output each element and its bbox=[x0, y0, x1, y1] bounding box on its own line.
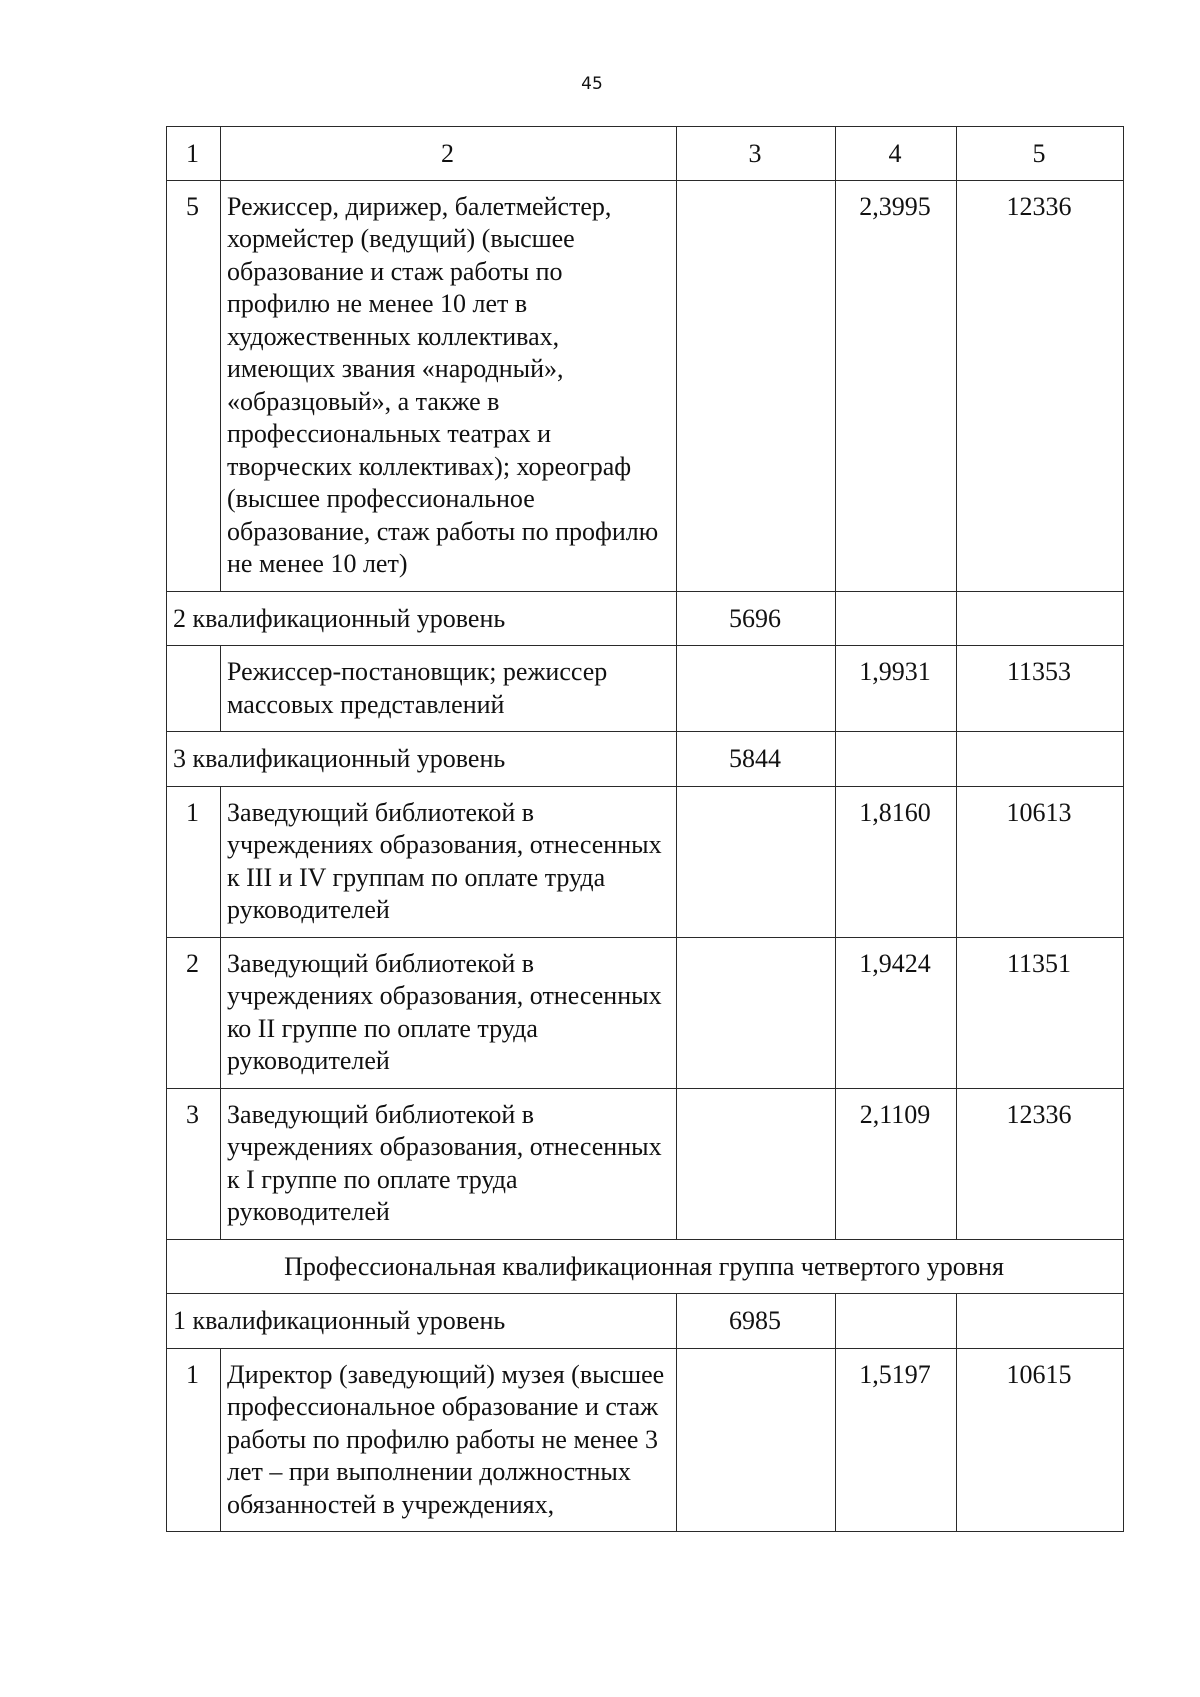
base-salary-cell: 5844 bbox=[677, 732, 836, 787]
qualification-level-label: 2 квалификационный уровень bbox=[167, 591, 677, 646]
row-number: 3 bbox=[167, 1088, 221, 1239]
position-description: Режиссер, дирижер, балетмейстер, хормейстер (ведущий) (высшее образование и стаж работы по профилю не менее 10 лет в художественных коллективах, имеющих звания «народный», «образцовый», а также в профессиональных театрах и творческих коллективах); хореограф (высшее профессиональное образование, стаж работы по профилю не менее 10 лет) bbox=[221, 180, 677, 591]
salary-cell: 11351 bbox=[957, 937, 1124, 1088]
coefficient-cell bbox=[836, 732, 957, 787]
header-cell-4: 4 bbox=[836, 127, 957, 181]
base-salary-cell bbox=[677, 646, 836, 732]
base-salary-cell bbox=[677, 937, 836, 1088]
base-salary-cell bbox=[677, 1348, 836, 1532]
position-description: Заведующий библиотекой в учреждениях образования, отнесенных к III и IV группам по оплате труда руководителей bbox=[221, 786, 677, 937]
table-row bbox=[167, 786, 1124, 937]
salary-table bbox=[166, 126, 1124, 1532]
coefficient-cell: 1,9931 bbox=[836, 646, 957, 732]
qualification-level-row bbox=[167, 732, 1124, 787]
position-description: Заведующий библиотекой в учреждениях образования, отнесенных ко II группе по оплате труда руководителей bbox=[221, 937, 677, 1088]
qualification-level-label: 1 квалификационный уровень bbox=[167, 1294, 677, 1349]
coefficient-cell: 1,5197 bbox=[836, 1348, 957, 1532]
coefficient-cell: 2,1109 bbox=[836, 1088, 957, 1239]
coefficient-cell: 1,9424 bbox=[836, 937, 957, 1088]
base-salary-cell bbox=[677, 786, 836, 937]
salary-cell: 12336 bbox=[957, 180, 1124, 591]
position-description: Заведующий библиотекой в учреждениях образования, отнесенных к I группе по оплате труда руководителей bbox=[221, 1088, 677, 1239]
row-number: 1 bbox=[167, 786, 221, 937]
salary-cell bbox=[957, 1294, 1124, 1349]
base-salary-cell bbox=[677, 1088, 836, 1239]
header-cell-3: 3 bbox=[677, 127, 836, 181]
qualification-level-label: 3 квалификационный уровень bbox=[167, 732, 677, 787]
table-row bbox=[167, 937, 1124, 1088]
salary-cell: 12336 bbox=[957, 1088, 1124, 1239]
table-row bbox=[167, 1088, 1124, 1239]
table-row bbox=[167, 180, 1124, 591]
table-header-row bbox=[167, 127, 1124, 181]
group-title: Профессиональная квалификационная группа четвертого уровня bbox=[167, 1239, 1124, 1294]
salary-cell: 10613 bbox=[957, 786, 1124, 937]
coefficient-cell: 2,3995 bbox=[836, 180, 957, 591]
header-cell-1: 1 bbox=[167, 127, 221, 181]
header-cell-2: 2 bbox=[221, 127, 677, 181]
header-cell-5: 5 bbox=[957, 127, 1124, 181]
base-salary-cell: 5696 bbox=[677, 591, 836, 646]
qualification-level-row bbox=[167, 1294, 1124, 1349]
base-salary-cell bbox=[677, 180, 836, 591]
row-number bbox=[167, 646, 221, 732]
coefficient-cell bbox=[836, 1294, 957, 1349]
row-number: 1 bbox=[167, 1348, 221, 1532]
position-description: Режиссер-постановщик; режиссер массовых представлений bbox=[221, 646, 677, 732]
salary-cell bbox=[957, 732, 1124, 787]
table-row bbox=[167, 1348, 1124, 1532]
row-number: 2 bbox=[167, 937, 221, 1088]
coefficient-cell: 1,8160 bbox=[836, 786, 957, 937]
coefficient-cell bbox=[836, 591, 957, 646]
salary-cell bbox=[957, 591, 1124, 646]
group-title-row bbox=[167, 1239, 1124, 1294]
position-description: Директор (заведующий) музея (высшее профессиональное образование и стаж работы по профилю работы не менее 3 лет – при выполнении должностных обязанностей в учреждениях, bbox=[221, 1348, 677, 1532]
salary-cell: 10615 bbox=[957, 1348, 1124, 1532]
table-row bbox=[167, 646, 1124, 732]
base-salary-cell: 6985 bbox=[677, 1294, 836, 1349]
page-number: 45 bbox=[581, 74, 603, 94]
qualification-level-row bbox=[167, 591, 1124, 646]
row-number: 5 bbox=[167, 180, 221, 591]
salary-cell: 11353 bbox=[957, 646, 1124, 732]
